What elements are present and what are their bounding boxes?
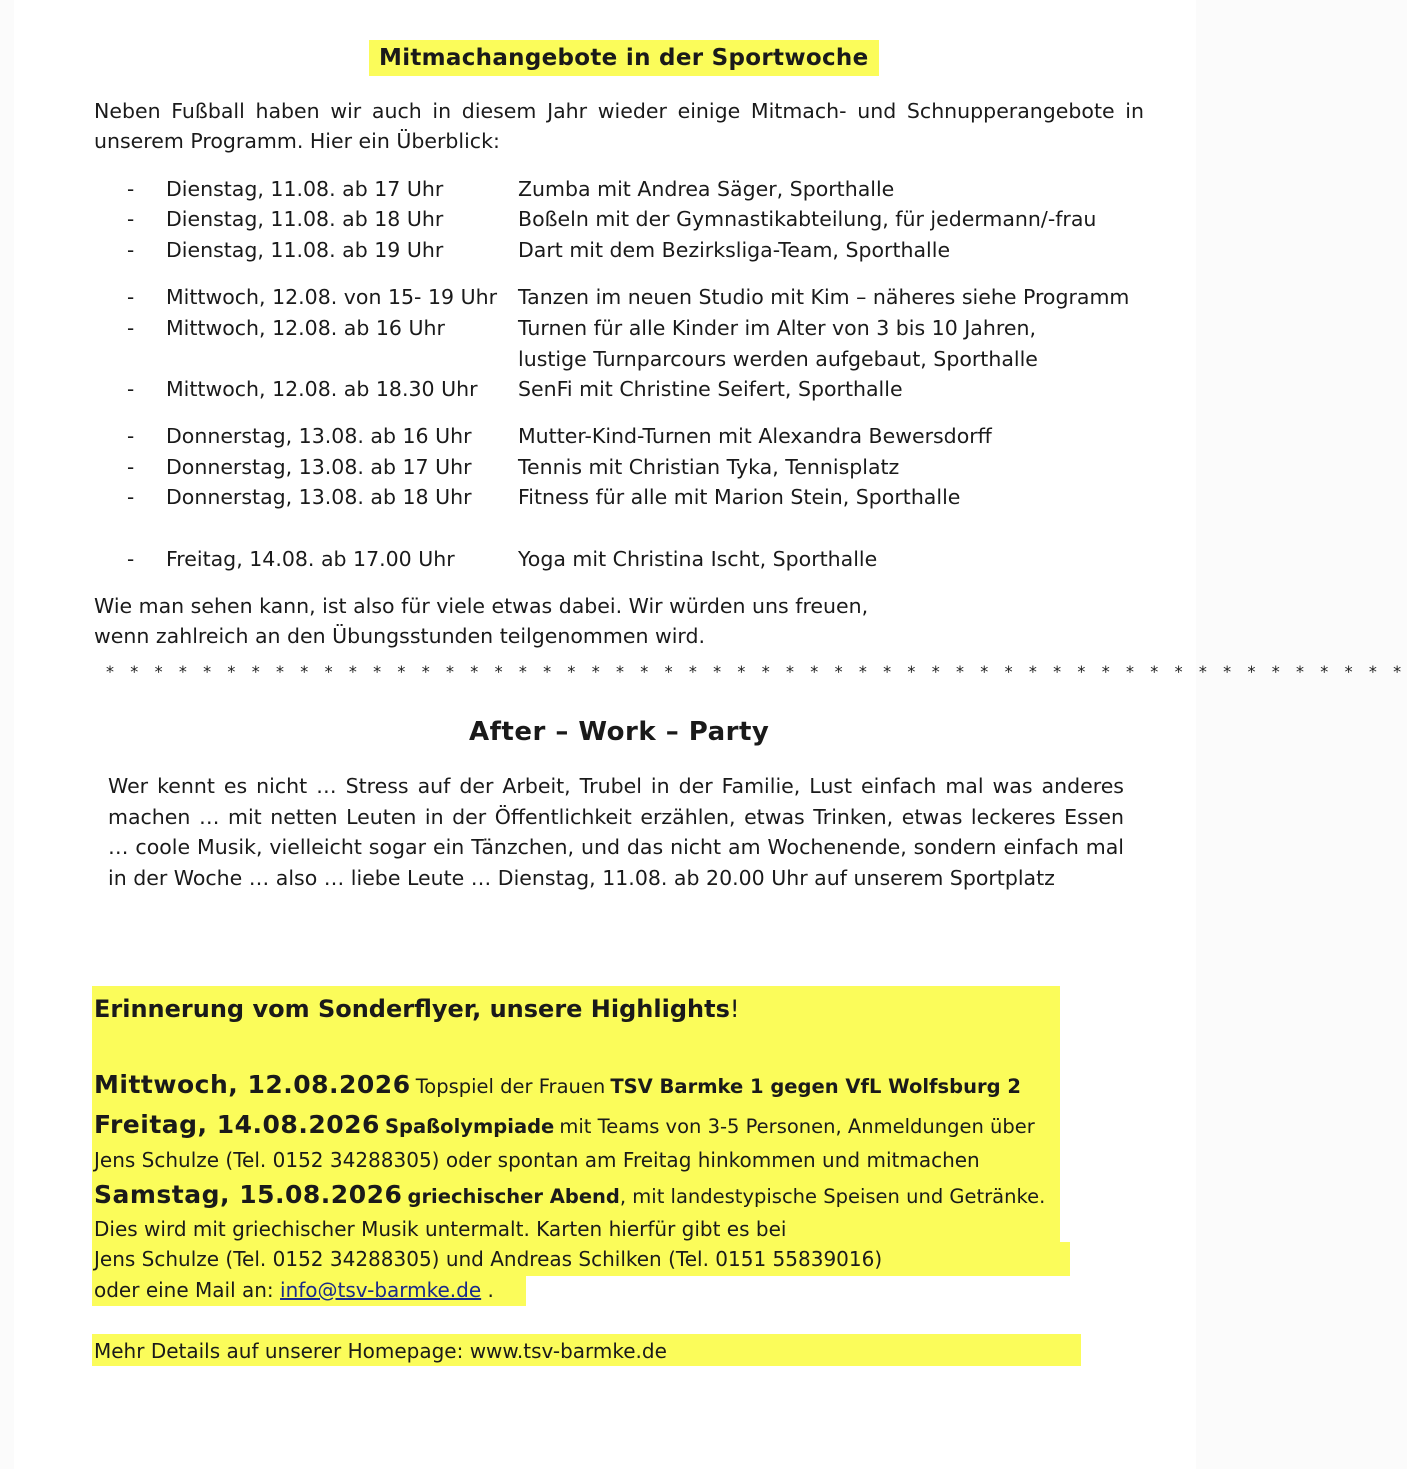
outro-line: wenn zahlreich an den Übungsstunden teilgenommen wird. — [94, 624, 706, 648]
highlight-line: Jens Schulze (Tel. 0152 34288305) und Andreas Schilken (Tel. 0151 55839016) — [94, 1247, 883, 1271]
schedule-date: Dienstag, 11.08. ab 18 Uhr — [166, 207, 444, 231]
highlights-title-mark: ! — [729, 995, 740, 1023]
highlight-background — [1054, 1242, 1070, 1276]
highlight-date: Mittwoch, 12.08.2026 — [94, 1070, 411, 1099]
intro-paragraph: Neben Fußball haben wir auch in diesem Jahr wieder einige Mitmach- und Schnupperangebote in unserem Programm. Hier ein Überblick: — [94, 99, 1144, 153]
schedule-date: Dienstag, 11.08. ab 17 Uhr — [166, 177, 444, 201]
schedule-activity: Turnen für alle Kinder im Alter von 3 bis 10 Jahren, — [518, 316, 1036, 340]
schedule-date: Mittwoch, 12.08. ab 18.30 Uhr — [166, 377, 478, 401]
highlight-text-bold: TSV Barmke 1 gegen VfL Wolfsburg 2 — [610, 1075, 1021, 1098]
schedule-activity: Boßeln mit der Gymnastikabteilung, für jedermann/-frau — [518, 207, 1097, 231]
schedule-activity: Mutter-Kind-Turnen mit Alexandra Bewersdorff — [518, 424, 992, 448]
highlight-line: Jens Schulze (Tel. 0152 34288305) oder spontan am Freitag hinkommen und mitmachen — [94, 1148, 980, 1172]
schedule-activity: SenFi mit Christine Seifert, Sporthalle — [518, 377, 903, 401]
schedule-activity-continued: lustige Turnparcours werden aufgebaut, Sporthalle — [518, 347, 1038, 371]
schedule-date: Donnerstag, 13.08. ab 16 Uhr — [166, 424, 472, 448]
bullet-dash: - — [127, 424, 135, 448]
highlight-date: Freitag, 14.08.2026 — [94, 1110, 380, 1139]
bullet-dash: - — [127, 207, 135, 231]
mail-line — [94, 1278, 494, 1302]
party-title: After – Work – Party — [469, 717, 770, 747]
highlight-text: , mit landestypische Speisen und Getränke. — [619, 1185, 1046, 1208]
highlight-line: Dies wird mit griechischer Musik untermalt. Karten hierfür gibt es bei — [94, 1217, 787, 1241]
bullet-dash: - — [127, 455, 135, 479]
highlight-saturday — [94, 1180, 1045, 1209]
mail-suffix: . — [481, 1278, 494, 1302]
highlights-title-text: Erinnerung vom Sonderflyer, unsere Highlights — [94, 995, 730, 1023]
bullet-dash: - — [127, 238, 135, 262]
schedule-date: Donnerstag, 13.08. ab 17 Uhr — [166, 455, 472, 479]
highlight-date: Samstag, 15.08.2026 — [94, 1180, 403, 1209]
outro-line: Wie man sehen kann, ist also für viele etwas dabei. Wir würden uns freuen, — [94, 594, 869, 618]
schedule-date: Dienstag, 11.08. ab 19 Uhr — [166, 238, 444, 262]
schedule-date: Mittwoch, 12.08. ab 16 Uhr — [166, 316, 445, 340]
bullet-dash: - — [127, 485, 135, 509]
document-page — [14, 0, 1407, 1469]
highlight-wednesday — [94, 1070, 1021, 1099]
schedule-activity: Fitness für alle mit Marion Stein, Sporthalle — [518, 485, 961, 509]
page-title: Mitmachangebote in der Sportwoche — [369, 40, 879, 76]
schedule-date: Mittwoch, 12.08. von 15- 19 Uhr — [166, 285, 497, 309]
highlight-text-bold: griechischer Abend — [407, 1185, 620, 1208]
schedule-activity: Tennis mit Christian Tyka, Tennisplatz — [518, 455, 900, 479]
schedule-date: Freitag, 14.08. ab 17.00 Uhr — [166, 547, 455, 571]
party-paragraph: Wer kennt es nicht … Stress auf der Arbeit, Trubel in der Familie, Lust einfach mal was anderes machen … mit netten Leuten in der Öffentlichkeit erzählen, etwas Trinken, etwas leckeres Essen … coole Musik, vielleicht sogar ein Tänzchen, und das nicht am Wochenende, sondern einfach mal in der Woche … also … liebe Leute … Dienstag, 11.08. ab 20.00 Uhr auf unserem Sportplatz — [108, 774, 1124, 891]
schedule-activity: Tanzen im neuen Studio mit Kim – näheres siehe Programm — [518, 285, 1130, 309]
schedule-activity: Zumba mit Andrea Säger, Sporthalle — [518, 177, 895, 201]
email-link[interactable]: info@tsv-barmke.de — [280, 1278, 482, 1302]
bullet-dash: - — [127, 547, 135, 571]
schedule-activity: Dart mit dem Bezirksliga-Team, Sporthalle — [518, 238, 951, 262]
homepage-line: Mehr Details auf unserer Homepage: www.tsv-barmke.de — [94, 1339, 667, 1363]
schedule-activity: Yoga mit Christina Ischt, Sporthalle — [518, 547, 878, 571]
highlight-friday — [94, 1110, 1035, 1139]
highlight-text: mit Teams von 3-5 Personen, Anmeldungen über — [559, 1115, 1035, 1138]
schedule-date: Donnerstag, 13.08. ab 18 Uhr — [166, 485, 472, 509]
star-separator: * * * * * * * * * * * * * * * * * * * * * * * * * * * * * * * * * * * * * * * * * * * * * * * * * * * * * * — [106, 662, 1407, 681]
highlight-text-bold: Spaßolympiade — [385, 1115, 555, 1138]
bullet-dash: - — [127, 285, 135, 309]
bullet-dash: - — [127, 377, 135, 401]
highlights-title — [94, 995, 739, 1023]
highlight-text: Topspiel der Frauen — [415, 1075, 606, 1098]
mail-prefix: oder eine Mail an: — [94, 1278, 281, 1302]
bullet-dash: - — [127, 316, 135, 340]
bullet-dash: - — [127, 177, 135, 201]
